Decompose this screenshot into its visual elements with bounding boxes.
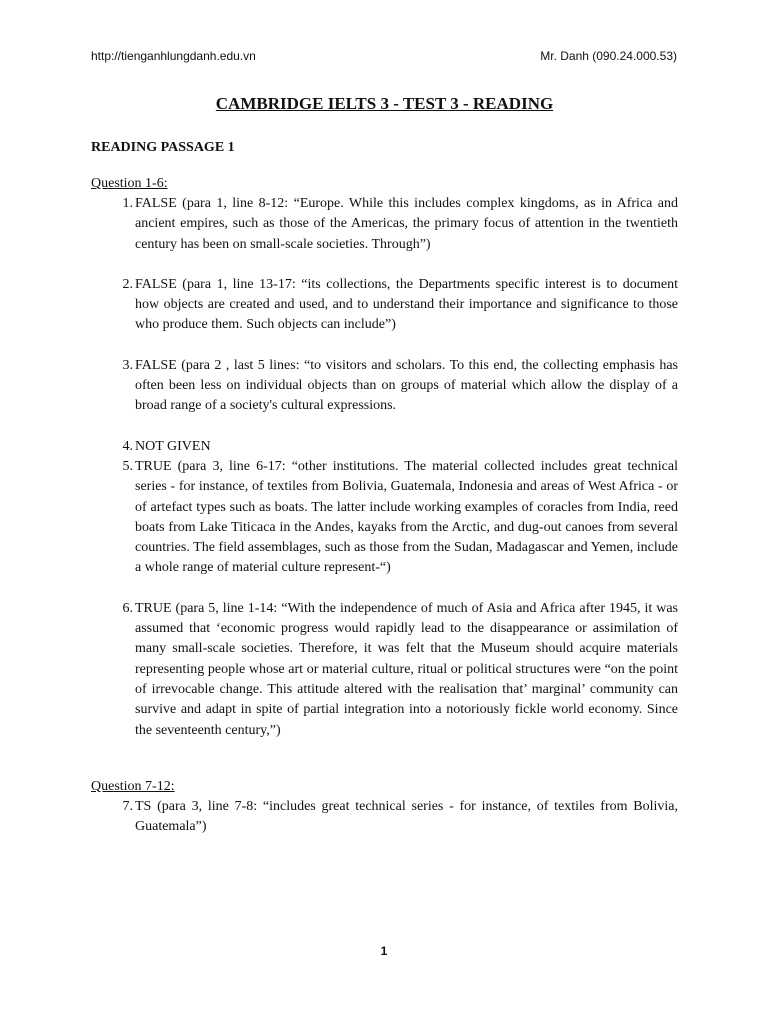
answer-number: 3. xyxy=(122,357,133,373)
header-website-link[interactable]: http://tienganhlungdanh.edu.vn xyxy=(91,49,256,63)
answer-text: TRUE (para 5, line 1-14: “With the independence of much of Asia and Africa after 1945, it was assumed that ‘economic progress would rapidly lead to the disappearance or assimilation of many small-scale societies. Therefore, it was felt that the Museum should acquire materials representing people whose art or material culture, ritual or political structures were “on the point of irrevocable change. This attitude altered with the realisation that’ marginal’ community can survive and adapt in spite of partial integration into a notoriously fickle world economy. Since the seventeenth century,”) xyxy=(135,600,678,738)
answer-number: 2. xyxy=(122,276,133,292)
answer-item xyxy=(91,275,678,336)
answer-item xyxy=(91,194,678,255)
answer-item xyxy=(91,457,678,579)
document-body xyxy=(91,92,678,837)
answer-number: 5. xyxy=(122,458,133,474)
answer-text: FALSE (para 1, line 8-12: “Europe. While this includes complex kingdoms, as in Africa and ancient empires, such as those of the Americas, the primary focus of attention in the twentieth century has been on small-scale societies. Through”) xyxy=(135,196,678,252)
answer-number: 4. xyxy=(122,438,133,454)
header-author: Mr. Danh (090.24.000.53) xyxy=(540,49,677,63)
answer-item xyxy=(91,797,678,838)
section-heading: Question 1-6: xyxy=(91,176,168,191)
answer-number: 1. xyxy=(122,196,133,211)
answer-number: 6. xyxy=(122,600,133,616)
answer-item xyxy=(91,356,678,417)
answer-item xyxy=(91,437,678,457)
page-number: 1 xyxy=(380,944,388,958)
answer-list xyxy=(91,797,678,838)
answer-list xyxy=(91,194,678,741)
section-heading: Question 7-12: xyxy=(91,778,175,794)
answer-text: TS (para 3, line 7-8: “includes great technical series - for instance, of textiles from Bolivia, Guatemala”) xyxy=(135,798,678,835)
answer-text: FALSE (para 2 , last 5 lines: “to visitors and scholars. To this end, the collecting emphasis has often been less on individual objects than on groups of material which allow the display of a broad range of a society's cultural expressions. xyxy=(135,357,678,414)
answer-text: TRUE (para 3, line 6-17: “other institutions. The material collected includes great technical series - for instance, of textiles from Bolivia, Guatemala, Indonesia and areas of West Africa - or of artefact types such as boats. The latter include working examples of coracles from India, reed boats from Lake Titicaca in the Andes, kayaks from the Arctic, and dug-out canoes from several countries. The field assemblages, such as those from the Sudan, Madagascar and Yemen, include a whole range of material culture represent-“) xyxy=(135,458,678,576)
answer-text: FALSE (para 1, line 13-17: “its collections, the Departments specific interest is to document how objects are created and used, and to understand their importance and significance to those who produce them. Such objects can include”) xyxy=(135,276,678,333)
answer-item xyxy=(91,599,678,741)
document-title: CAMBRIDGE IELTS 3 - TEST 3 - READING xyxy=(215,94,554,113)
passage-title: READING PASSAGE 1 xyxy=(91,140,235,155)
page-header xyxy=(91,46,677,66)
answer-number: 7. xyxy=(122,798,133,814)
answer-text: NOT GIVEN xyxy=(135,438,211,454)
